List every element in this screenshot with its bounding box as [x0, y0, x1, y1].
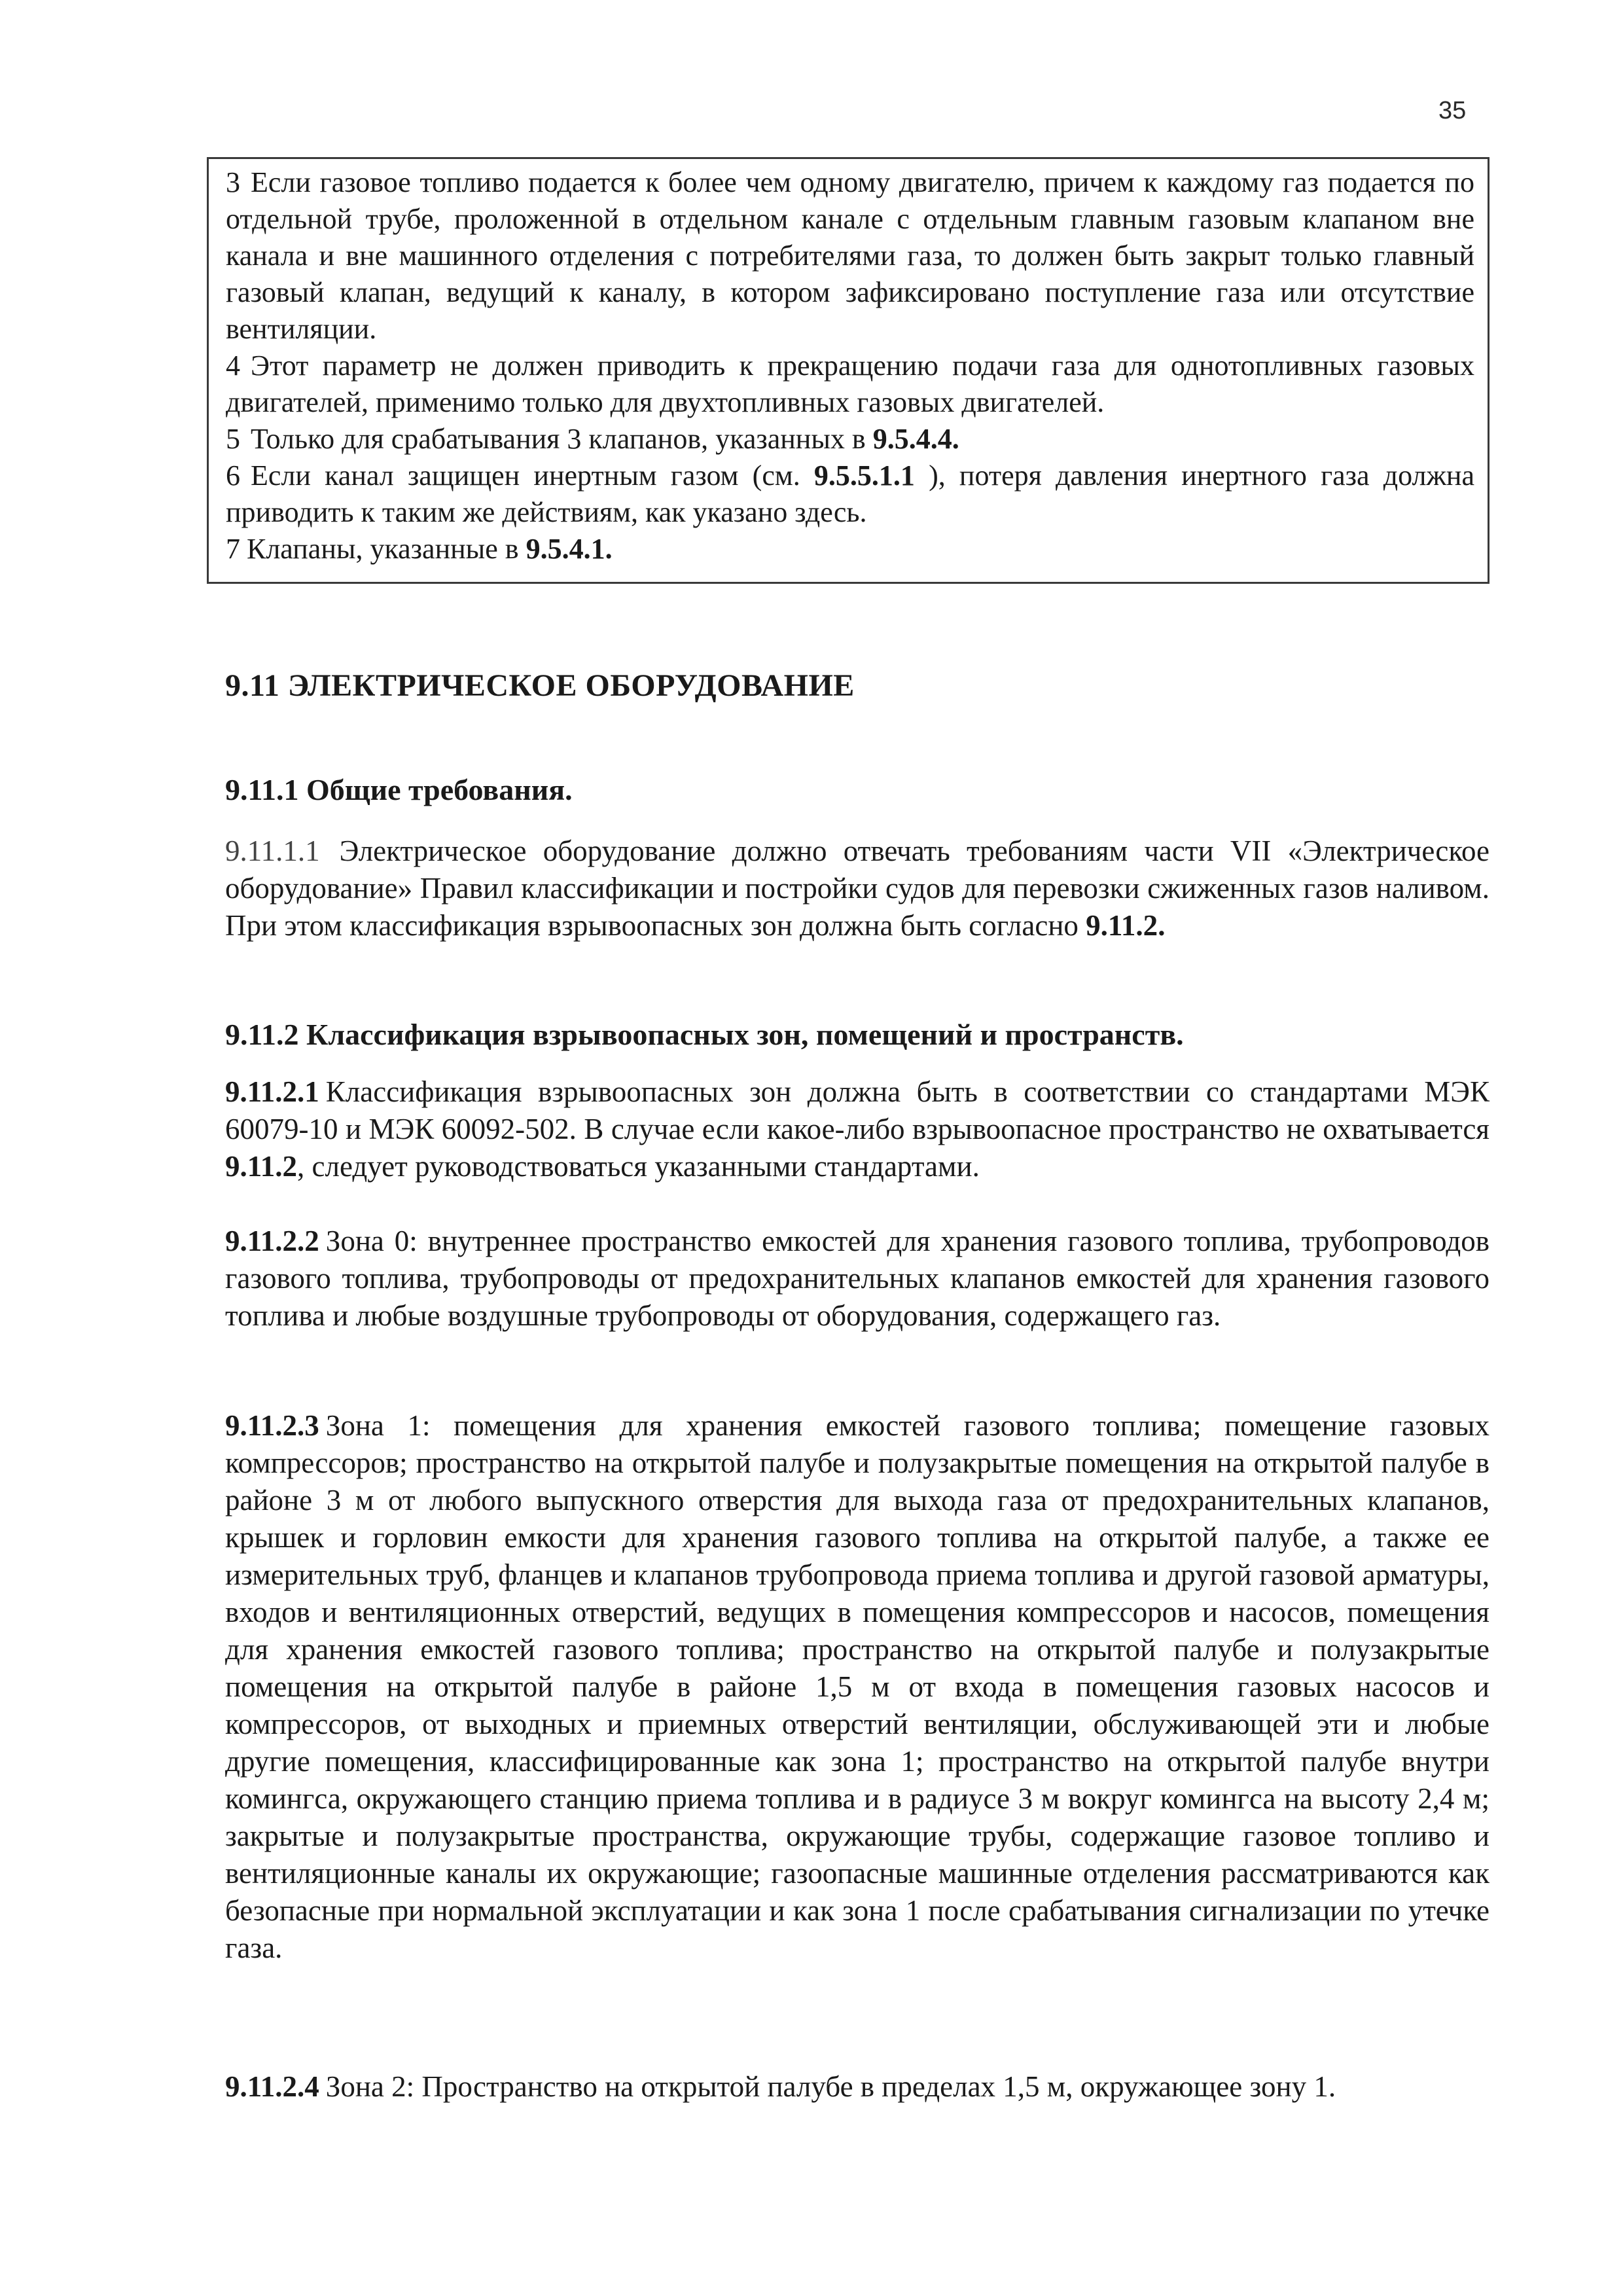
- note-6: 6 Если канал защищен инертным газом (см. 9.5.5.1.1 ), потеря давления инертного газа должна приводить к таким же действиям, как указано здесь.: [226, 459, 1474, 528]
- page-number: 35: [1438, 97, 1467, 124]
- paragraph-9-11-2-2: 9.11.2.2 Зона 0: внутреннее пространство емкостей для хранения газового топлива, трубопроводов газового топлива, трубопроводы от предохранительных клапанов емкостей для хранения газового топлива и любые воздушные трубопроводы от оборудования, содержащего газ.: [225, 1225, 1489, 1332]
- paragraph-9-11-2-3: 9.11.2.3 Зона 1: помещения для хранения емкостей газового топлива; помещение газовых компрессоров; пространство на открытой палубе и полузакрытые помещения на открытой палубе в районе 3 м от любого выпускного отверстия для выхода газа от предохранительных клапанов, крышек и горловин емкости для хранения газового топлива на открытой палубе, а также ее измерительных труб, фланцев и клапанов трубопровода приема топлива и другой газовой арматуры, входов и вентиляционных отверстий, ведущих в помещения компрессоров и насосов, помещения для хранения емкостей газового топлива; пространство на открытой палубе и полузакрытые помещения на открытой палубе в районе 1,5 м от входа в помещения газовых насосов и компрессоров, от выходных и приемных отверстий вентиляции, обслуживающей эти и любые другие помещения, классифицированные как зона 1; пространство на открытой палубе внутри комингса, окружающего станцию приема топлива и в радиусе 3 м вокруг комингса на высоту 2,4 м; закрытые и полузакрытые пространства, окружающие трубы, содержащие газовое топливо и вентиляционные каналы их окружающие; газоопасные машинные отделения рассматриваются как безопасные при нормальной эксплуатации и как зона 1 после срабатывания сигнализации по утечке газа.: [225, 1409, 1489, 1964]
- note-4: 4 Этот параметр не должен приводить к прекращению подачи газа для однотопливных газовых двигателей, применимо только для двухтопливных газовых двигателей.: [226, 350, 1474, 418]
- note-6-ref: 9.5.5.1.1: [813, 459, 915, 492]
- note-3: 3 Если газовое топливо подается к более чем одному двигателю, причем к каждому газ подается по отдельной трубе, проложенной в отдельном канале с отдельным главным газовым клапаном вне канала и вне машинного отделения с потребителями газа, то должен быть закрыт только главный газовый клапан, ведущий к каналу, в котором зафиксировано поступление газа или отсутствие вентиляции.: [226, 166, 1474, 345]
- paragraph-9-11-2-4: 9.11.2.4 Зона 2: Пространство на открытой палубе в пределах 1,5 м, окружающее зону 1.: [225, 2070, 1336, 2103]
- note-5: 5 Только для срабатывания 3 клапанов, указанных в 9.5.4.4.: [226, 423, 959, 455]
- subsection-heading-general: 9.11.1 Общие требования.: [225, 773, 573, 806]
- note-7: 7 Клапаны, указанные в 9.5.4.1.: [226, 533, 613, 565]
- paragraph-9-11-2-1: 9.11.2.1 Классификация взрывоопасных зон должна быть в соответствии со стандартами МЭК 60079-10 и МЭК 60092-502. В случае если какое-либо взрывоопасное пространство не охватывается 9.11.2, следует руководствоваться указанными стандартами.: [225, 1075, 1489, 1183]
- note-5-ref: 9.5.4.4: [872, 423, 952, 455]
- subsection-heading-classification: 9.11.2 Классификация взрывоопасных зон, помещений и пространств.: [225, 1018, 1184, 1051]
- paragraph-9-11-1-1: 9.11.1.1 Электрическое оборудование должно отвечать требованиям части VII «Электрическое оборудование» Правил классификации и постройки судов для перевозки сжиженных газов наливом. При этом классификация взрывоопасных зон должна быть согласно 9.11.2.: [225, 834, 1489, 942]
- section-title: 9.11 ЭЛЕКТРИЧЕСКОЕ ОБОРУДОВАНИЕ: [225, 668, 855, 703]
- notes-box: [207, 157, 1489, 584]
- note-7-ref: 9.5.4.1: [526, 533, 605, 565]
